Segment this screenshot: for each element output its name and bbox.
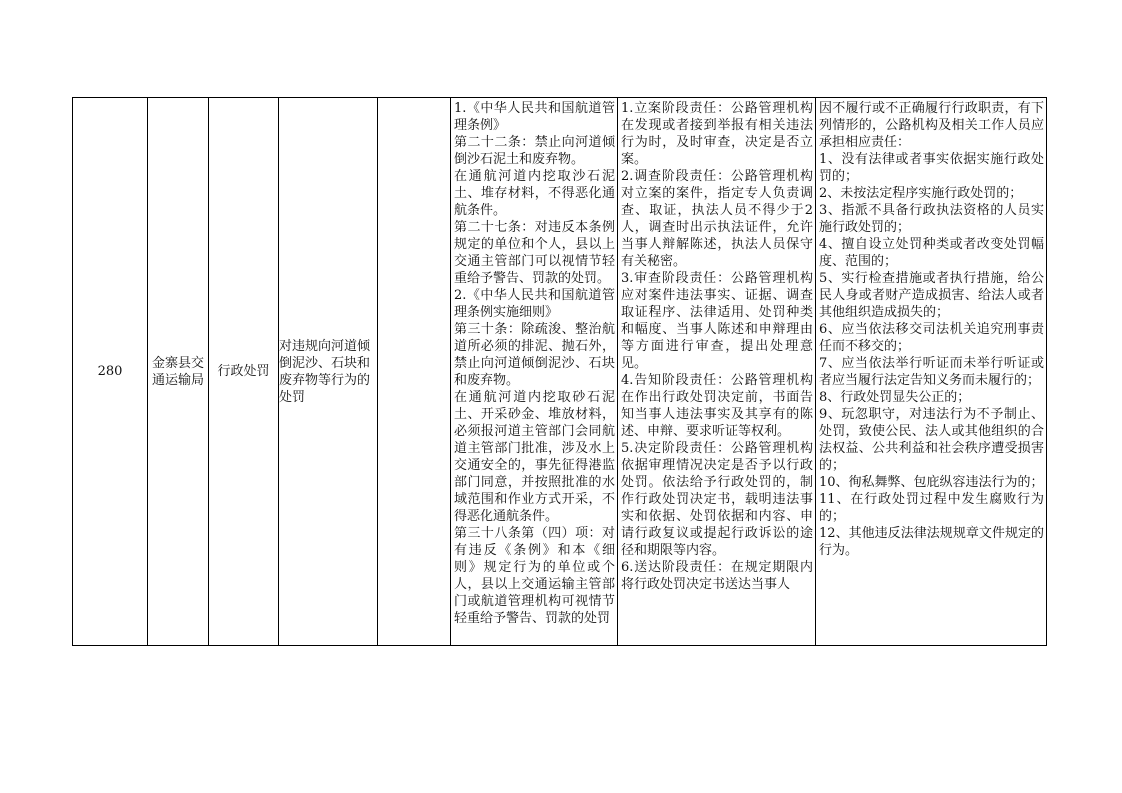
accountability-paragraph: 4、擅自设立处罚种类或者改变处罚幅度、范围的； <box>819 237 1044 269</box>
basis-paragraph: 在通航河道内挖取沙石泥土、堆存材料，不得恶化通航条件。 <box>454 169 615 218</box>
legal-basis-cell <box>451 98 618 646</box>
basis-paragraph: 2.《中华人民共和国航道管理条例实施细则》 <box>454 288 615 320</box>
accountability-paragraph: 10、徇私舞弊、包庇纵容违法行为的； <box>819 475 1044 490</box>
basis-paragraph: 第三十条：除疏浚、整治航道所必须的排泥、抛石外，禁止向河道倾倒泥沙、石块和废弃物。 <box>454 322 615 388</box>
accountability-paragraph: 1、没有法律或者事实依据实施行政处罚的； <box>819 152 1044 184</box>
accountability-cell <box>816 98 1047 646</box>
responsibility-cell <box>618 98 816 646</box>
basis-paragraph: 第二十七条：对违反本条例规定的单位和个人，县以上交通主管部门可以视情节轻重给予警告、罚款的处罚。 <box>454 220 615 286</box>
row-number: 280 <box>97 364 123 379</box>
power-list-table <box>72 97 1047 646</box>
accountability-paragraph: 3、指派不具备行政执法资格的人员实施行政处罚的； <box>819 203 1044 235</box>
accountability-paragraph: 2、未按法定程序实施行政处罚的； <box>819 186 1023 201</box>
responsibility-paragraph: 6.送达阶段责任：在规定期限内将行政处罚决定书送达当事人 <box>621 560 813 592</box>
accountability-paragraph: 9、玩忽职守，对违法行为不予制止、处罚，致使公民、法人或其他组织的合法权益、公共利益和社会秩序遭受损害的； <box>819 407 1044 473</box>
accountability-paragraph: 因不履行或不正确履行行政职责，有下列情形的，公路机构及相关工作人员应承担相应责任： <box>819 101 1044 150</box>
basis-paragraph: 第二十二条：禁止向河道倾倒沙石泥土和废弃物。 <box>454 135 615 167</box>
basis-paragraph: 1.《中华人民共和国航道管理条例》 <box>454 101 615 133</box>
responsibility-paragraph: 5.决定阶段责任：公路管理机构依据审理情况决定是否予以行政处罚。依法给予行政处罚的，制作行政处罚决定书，载明违法事实和依据、处罚依据和内容、申请行政复议或提起行政诉讼的途径和期限等内容。 <box>621 441 813 558</box>
legal-basis-text <box>451 98 617 645</box>
accountability-paragraph: 5、实行检查措施或者执行措施，给公民人身或者财产造成损害、给法人或者其他组织造成损失的； <box>819 271 1044 320</box>
responsibility-text <box>618 98 815 645</box>
sub-item-cell <box>378 98 451 646</box>
responsibility-paragraph: 1.立案阶段责任：公路管理机构在发现或者接到举报有相关违法行为时，及时审查，决定是否立案。 <box>621 101 813 167</box>
item-name-cell <box>279 98 378 646</box>
department-cell <box>148 98 209 646</box>
basis-paragraph: 第三十八条第（四）项：对有违反《条例》和本《细则》规定行为的单位或个人，县以上交通运输主管部门或航道管理机构可视情节轻重给予警告、罚款的处罚 <box>454 526 615 626</box>
department-name: 金寨县交通运输局 <box>151 355 204 388</box>
row-number-cell <box>73 98 148 646</box>
responsibility-paragraph: 2.调查阶段责任：公路管理机构对立案的案件，指定专人负责调查、取证，执法人员不得少于2人，调查时出示执法证件，允许当事人辩解陈述，执法人员保守有关秘密。 <box>621 169 813 269</box>
accountability-paragraph: 6、应当依法移交司法机关追究刑事责任而不移交的； <box>819 322 1044 354</box>
accountability-text <box>816 98 1046 645</box>
power-item-name: 对违规向河道倾倒泥沙、石块和废弃物等行为的处罚 <box>279 338 371 405</box>
accountability-paragraph: 7、应当依法举行听证而未举行听证或者应当履行法定告知义务而未履行的； <box>819 356 1044 388</box>
accountability-paragraph: 12、其他违反法律法规规章文件规定的行为。 <box>819 526 1044 558</box>
responsibility-paragraph: 4.告知阶段责任：公路管理机构在作出行政处罚决定前，书面告知当事人违法事实及其享有的陈述、申辩、要求听证等权利。 <box>621 373 813 439</box>
power-category: 行政处罚 <box>217 364 270 379</box>
accountability-paragraph: 11、在行政处罚过程中发生腐败行为的； <box>819 492 1044 524</box>
responsibility-paragraph: 3.审查阶段责任：公路管理机构应对案件违法事实、证据、调查取证程序、法律适用、处罚种类和幅度、当事人陈述和申辩理由等方面进行审查，提出处理意见。 <box>621 271 813 371</box>
accountability-paragraph: 8、行政处罚显失公正的； <box>819 390 971 405</box>
basis-paragraph: 在通航河道内挖取砂石泥土、开采砂金、堆放材料，必须报河道主管部门会同航道主管部门批准，涉及水上交通安全的，事先征得港监部门同意，并按照批准的水域范围和作业方式开采，不得恶化通航条件。 <box>454 390 615 524</box>
category-cell <box>209 98 279 646</box>
table-row <box>73 98 1047 646</box>
